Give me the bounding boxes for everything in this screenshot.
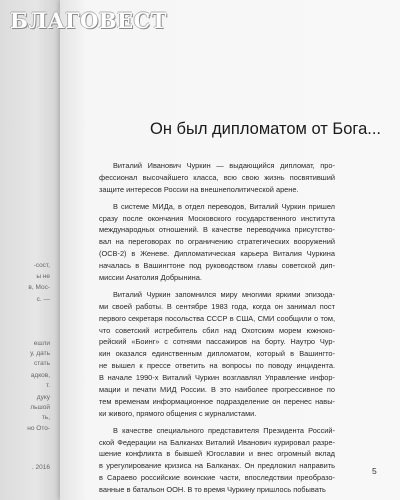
chapter-title: Он был дипломатом от Бога... — [150, 120, 381, 138]
previous-page-fragment: ы не — [36, 273, 50, 280]
watermark-logo: БЛАГОВЕСТ — [10, 8, 168, 33]
text-line: шение конфликта в бывшей Югославии и внес огромный вклад — [99, 449, 335, 459]
text-line: началась в Вашингтоне под руководством главы советской дип- — [99, 261, 335, 271]
previous-page-fragment: -сост, — [33, 262, 50, 269]
text-line: рейский «Боинг» с сотнями пассажиров на борту. Наутро Чур- — [99, 337, 335, 347]
previous-page-edge — [0, 0, 60, 500]
text-line: ской Федерации на Балканах Виталий Иванович курировал разре- — [99, 437, 335, 447]
text-line: Виталий Чуркин запомнился миру многими яркими эпизода- — [113, 289, 335, 299]
text-line: ми своей работы. В сентябре 1983 года, когда он занимал пост — [99, 301, 335, 311]
paragraph — [99, 201, 335, 284]
previous-page-fragment: стать — [34, 360, 50, 367]
text-line: В начале 1990-х Виталий Чуркин возглавлял Управление инфор- — [99, 373, 335, 383]
page-number: 5 — [372, 466, 377, 476]
previous-page-fragment: но Ото- — [27, 425, 50, 432]
text-line: Виталий Иванович Чуркин — выдающийся дипломат, про- — [113, 161, 335, 170]
previous-page-fragment: льшой — [30, 404, 50, 411]
paragraph — [99, 289, 335, 420]
text-line: вал на переговорах по ограничению стратегических вооружений — [99, 237, 335, 247]
text-line: В системе МИДа, в отдел переводов, Виталий Чуркин пришел — [113, 201, 335, 211]
previous-page-fragment: дуку — [36, 394, 50, 401]
previous-page-fragment: . 2016 — [31, 464, 50, 471]
text-line: мации и печати МИД России. В это наиболее прогрессивное по — [99, 385, 335, 395]
text-line: миссии Анатолия Добрынина. — [99, 273, 202, 283]
text-line: международных отношений. В качестве переводчика присутство- — [99, 225, 335, 235]
paragraph — [99, 425, 335, 496]
text-line: сразу после окончания Московского государственного института — [99, 213, 335, 223]
text-line: кин оказался единственным дипломатом, который в Вашингто- — [99, 349, 335, 359]
text-line: в Сараево российские воинские части, впоследствии преобразо- — [99, 473, 335, 483]
text-line: ки живого, прямого общения с журналистами. — [99, 408, 257, 418]
text-line: (ОСВ-2) в Женеве. Дипломатическая карьера Виталия Чуркина — [99, 249, 335, 259]
text-line: ванные в батальон ООН. В то время Чуркину пришлось побывать — [99, 485, 326, 495]
text-line: В качестве специального представителя Президента Россий- — [113, 425, 335, 435]
previous-page-fragment: с. — — [36, 296, 50, 303]
previous-page-fragment: адков, — [30, 372, 50, 379]
text-line: первого секретаря посольства СССР в США, СМИ сообщили о том, — [99, 313, 335, 323]
previous-page-fragment: ть, — [41, 414, 50, 421]
previous-page-fragment: в, Мос- — [28, 284, 50, 291]
text-line: защите интересов России на внешнеполитической арене. — [99, 184, 299, 194]
body-text — [99, 160, 335, 496]
text-line: что советский истребитель сбил над Охотским морем южноко- — [99, 325, 335, 335]
text-line: не вышел к прессе ответить на вопросы по поводу инцидента. — [99, 361, 335, 371]
text-line: тем временам информационное подразделение он перенес навы- — [99, 396, 335, 406]
paragraph — [99, 160, 335, 196]
previous-page-fragment: т. — [45, 382, 50, 389]
text-line: в урегулирование кризиса на Балканах. Он предложил направить — [99, 461, 335, 471]
previous-page-fragment: у, дать — [30, 350, 50, 357]
text-line: фессионал высочайшего класса, всю свою жизнь посвятивший — [99, 172, 335, 182]
previous-page-fragment: ешли — [33, 340, 50, 347]
